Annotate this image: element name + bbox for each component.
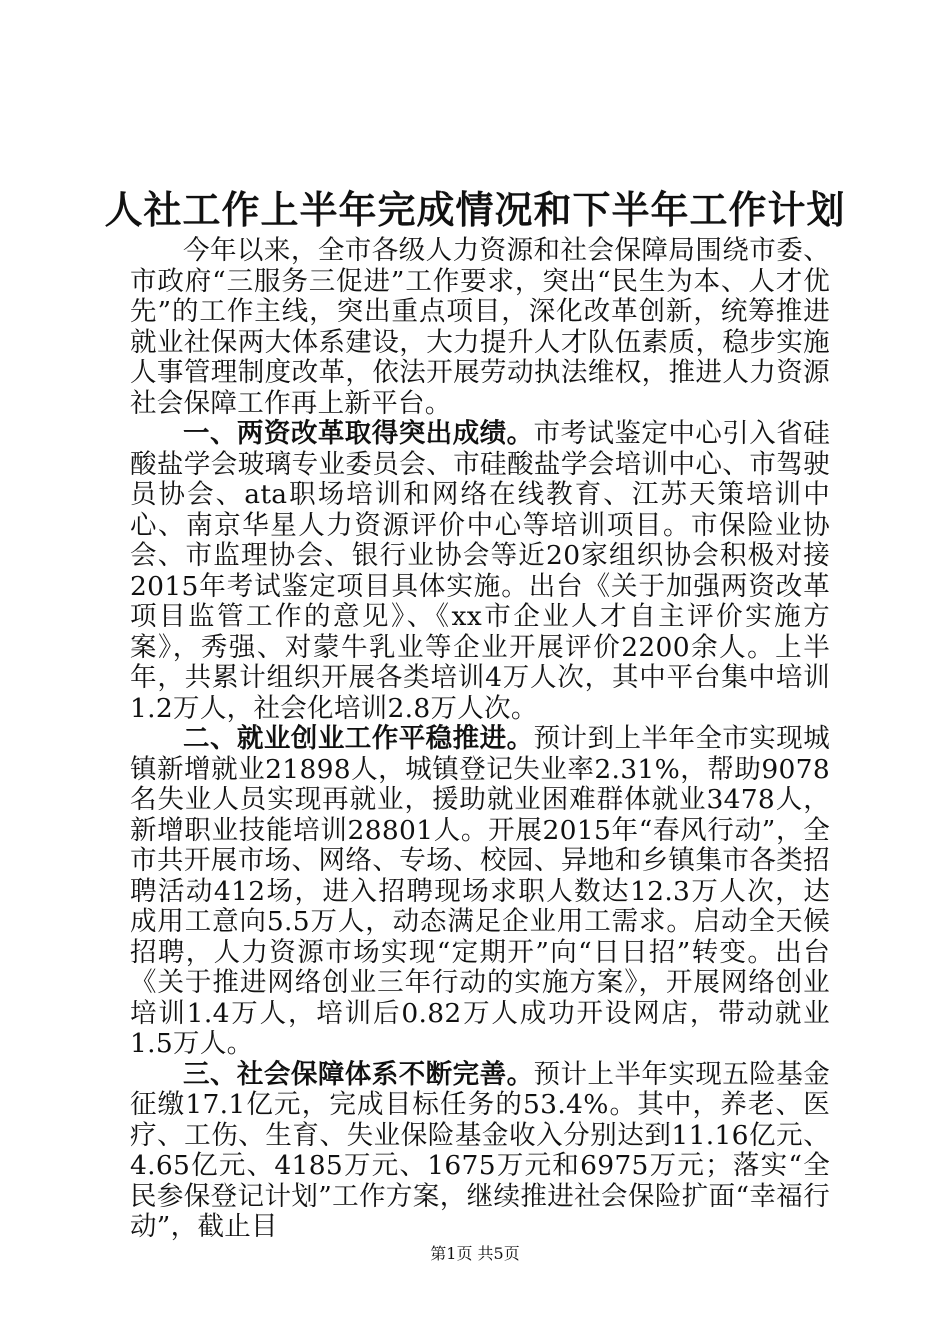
section-heading: 三、社会保障体系不断完善。 (183, 1058, 534, 1090)
paragraph-section-1 (130, 419, 830, 724)
document-title: 人社工作上半年完成情况和下半年工作计划 (104, 187, 846, 232)
document-body (130, 236, 830, 1243)
paragraph-text: 市考试鉴定中心引入省硅酸盐学会玻璃专业委员会、市硅酸盐学会培训中心、市驾驶员协会、ata职场培训和网络在线教育、江苏天策培训中心、南京华星人力资源评价中心等培训项目。市保险业协会、市监理协会、银行业协会等近20家组织协会积极对接2015年考试鉴定项目具体实施。出台《关于加强两资改革项目监管工作的意见》、《xx市企业人才自主评价实施方案》，秀强、对蒙牛乳业等企业开展评价2200余人。上半年，共累计组织开展各类培训4万人次，其中平台集中培训1.2万人，社会化培训2.8万人次。 (130, 418, 830, 724)
page-footer: 第1页 共5页 (430, 1244, 520, 1263)
paragraph-section-3 (130, 1060, 830, 1243)
section-heading: 二、就业创业工作平稳推进。 (183, 723, 534, 754)
paragraph-text: 预计上半年实现五险基金征缴17.1亿元，完成目标任务的53.4%。其中，养老、医疗、工伤、生育、失业保险基金收入分别达到11.16亿元、4.65亿元、4185万元、1675万元和6975万元；落实“全民参保登记计划”工作方案，继续推进社会保险扩面“幸福行动”，截止目 (130, 1058, 830, 1242)
paragraph-text: 今年以来，全市各级人力资源和社会保障局围绕市委、市政府“三服务三促进”工作要求，突出“民生为本、人才优先”的工作主线，突出重点项目，深化改革创新，统筹推进就业社保两大体系建设，大力提升人才队伍素质，稳步实施人事管理制度改革，依法开展劳动执法维权，推进人力资源社会保障工作再上新平台。 (130, 235, 830, 419)
paragraph-section-2 (130, 724, 830, 1060)
section-heading: 一、两资改革取得突出成绩。 (183, 418, 534, 449)
paragraph-text: 预计到上半年全市实现城镇新增就业21898人，城镇登记失业率2.31%，帮助9078名失业人员实现再就业，援助就业困难群体就业3478人，新增职业技能培训28801人。开展2015年“春风行动”，全市共开展市场、网络、专场、校园、异地和乡镇集市各类招聘活动412场，进入招聘现场求职人数达12.3万人次，达成用工意向5.5万人，动态满足企业用工需求。启动全天候招聘，人力资源市场实现“定期开”向“日日招”转变。出台《关于推进网络创业三年行动的实施方案》，开展网络创业培训1.4万人，培训后0.82万人成功开设网店，带动就业1.5万人。 (130, 723, 830, 1059)
paragraph-intro (130, 236, 830, 419)
